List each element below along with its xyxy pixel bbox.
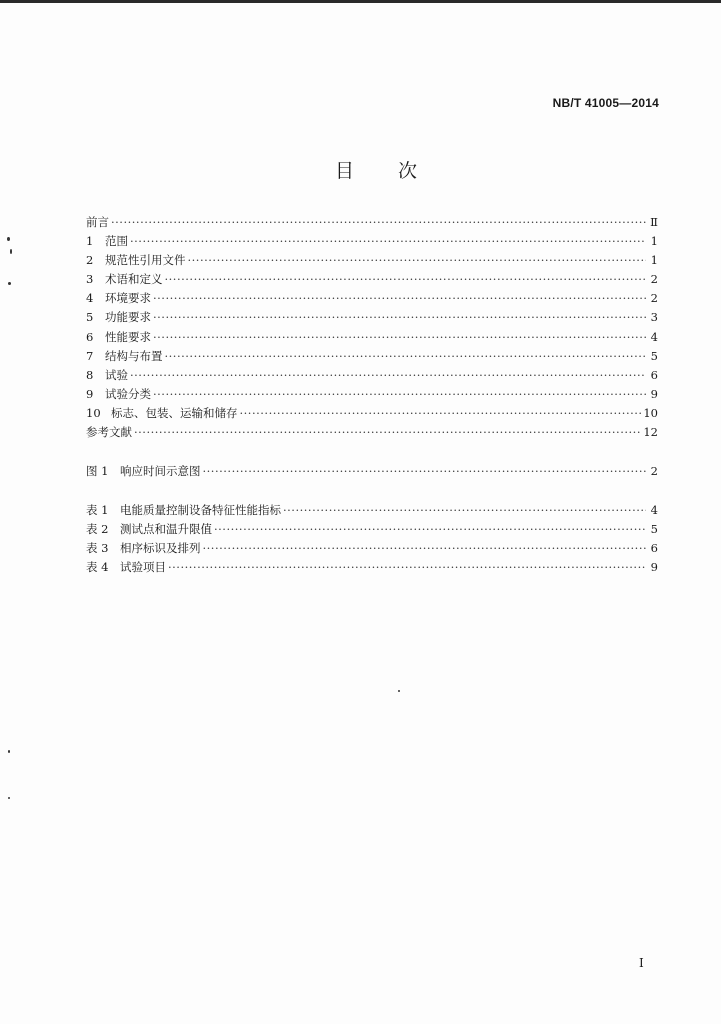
- toc-entry-label: 环境要求: [105, 291, 151, 306]
- toc-entry-label: 试验项目: [120, 560, 166, 575]
- toc-entry[interactable]: [86, 404, 658, 423]
- toc-entry-label: 测试点和温升限值: [120, 522, 212, 537]
- toc-entry-number: 5: [86, 310, 94, 325]
- toc-entry-label: 参考文献: [86, 425, 132, 440]
- toc-entry-number: 图 1: [86, 464, 109, 478]
- toc-leader-dots: [130, 232, 646, 251]
- toc-leader-dots: [203, 539, 647, 558]
- toc-entry-page: 4: [650, 329, 658, 344]
- toc-entry-page: 2: [650, 272, 658, 287]
- toc-leader-dots: [111, 213, 646, 232]
- toc-leader-dots: [168, 558, 646, 577]
- toc-entry-number: 表 4: [86, 560, 109, 575]
- document-code: NB/T 41005—2014: [552, 96, 659, 110]
- toc-leader-dots: [130, 366, 646, 385]
- toc-entry-number: 表 1: [86, 503, 109, 517]
- toc-entry-number: 4: [86, 291, 94, 306]
- toc-entry[interactable]: [86, 520, 658, 539]
- toc-entry[interactable]: [86, 289, 658, 308]
- toc-entry-page: 1: [650, 234, 658, 249]
- scan-speck: [8, 797, 10, 799]
- toc-entry-label: 术语和定义: [105, 272, 163, 287]
- toc-entry-label: 试验: [105, 367, 128, 382]
- toc-entry-page: 3: [650, 310, 658, 325]
- toc-entry[interactable]: [86, 462, 658, 481]
- toc-entry-label: 性能要求: [105, 329, 151, 344]
- toc-entry-page: 5: [650, 348, 658, 363]
- toc-entry-label: 功能要求: [105, 310, 151, 325]
- scan-speck: [8, 282, 11, 285]
- scan-speck: [10, 249, 12, 254]
- toc-entry-label: 标志、包装、运输和储存: [111, 405, 238, 420]
- toc-sections: [86, 213, 658, 442]
- toc-entry[interactable]: [86, 347, 658, 366]
- toc-leader-dots: [153, 328, 646, 347]
- toc-entry[interactable]: [86, 366, 658, 385]
- toc-entry-label: 结构与布置: [105, 348, 163, 363]
- toc-entry[interactable]: [86, 232, 658, 251]
- toc-entry-number: 9: [86, 386, 94, 401]
- toc-entry-number: 7: [86, 348, 94, 363]
- toc-leader-dots: [134, 423, 641, 442]
- scan-speck: [8, 750, 10, 753]
- toc-tables: [86, 501, 658, 577]
- toc-entry-number: 8: [86, 367, 94, 382]
- toc-leader-dots: [153, 289, 646, 308]
- toc-entry[interactable]: [86, 251, 658, 270]
- toc-leader-dots: [214, 520, 646, 539]
- toc-entry[interactable]: [86, 539, 658, 558]
- toc-entry-page: 5: [650, 522, 658, 537]
- toc-entry-page: 9: [650, 560, 658, 575]
- toc-entry-page: 2: [650, 291, 658, 306]
- toc-entry-page: 6: [650, 367, 658, 382]
- page-top-border: [0, 0, 721, 3]
- toc-entry-label: 范围: [105, 234, 128, 249]
- toc-entry-number: 10: [86, 405, 101, 420]
- toc-leader-dots: [165, 270, 647, 289]
- toc-leader-dots: [203, 462, 647, 481]
- toc-entry-number: 6: [86, 329, 94, 344]
- toc-entry[interactable]: [86, 558, 658, 577]
- toc-entry[interactable]: [86, 270, 658, 289]
- toc-entry-number: 表 3: [86, 541, 109, 556]
- toc-entry-number: 1: [86, 234, 94, 249]
- toc-entry[interactable]: [86, 213, 658, 232]
- toc-entry-label: 前言: [86, 215, 109, 229]
- toc-entry[interactable]: [86, 385, 658, 404]
- scan-speck: [398, 690, 400, 692]
- toc-figures: [86, 462, 658, 481]
- toc-entry-number: 3: [86, 272, 94, 287]
- page-number: I: [639, 956, 644, 970]
- toc-entry-page: 1: [650, 253, 658, 268]
- toc-leader-dots: [240, 404, 642, 423]
- page-title: 目次: [335, 160, 462, 182]
- toc-entry[interactable]: [86, 501, 658, 520]
- toc-entry-number: 表 2: [86, 522, 109, 537]
- toc-leader-dots: [188, 251, 647, 270]
- toc-entry-page: 6: [650, 541, 658, 556]
- toc-entry-label: 相序标识及排列: [120, 541, 201, 556]
- toc-entry-label: 响应时间示意图: [120, 464, 201, 478]
- toc-entry[interactable]: [86, 308, 658, 327]
- toc-entry-label: 规范性引用文件: [105, 253, 186, 268]
- toc-entry-page: 12: [643, 425, 658, 440]
- toc-entry-page: 10: [643, 405, 658, 420]
- toc-entry-label: 电能质量控制设备特征性能指标: [120, 503, 281, 517]
- toc-entry-page: Ⅱ: [650, 215, 658, 229]
- toc-entry-page: 9: [650, 386, 658, 401]
- toc-entry-number: 2: [86, 253, 94, 268]
- toc-leader-dots: [165, 347, 647, 366]
- toc-leader-dots: [153, 308, 646, 327]
- toc-leader-dots: [153, 385, 646, 404]
- toc-entry-page: 4: [650, 503, 658, 517]
- toc-leader-dots: [283, 501, 646, 520]
- toc-entry-page: 2: [650, 464, 658, 478]
- toc-entry-label: 试验分类: [105, 386, 151, 401]
- toc-entry[interactable]: [86, 423, 658, 442]
- toc-entry[interactable]: [86, 328, 658, 347]
- scan-speck: [7, 237, 10, 241]
